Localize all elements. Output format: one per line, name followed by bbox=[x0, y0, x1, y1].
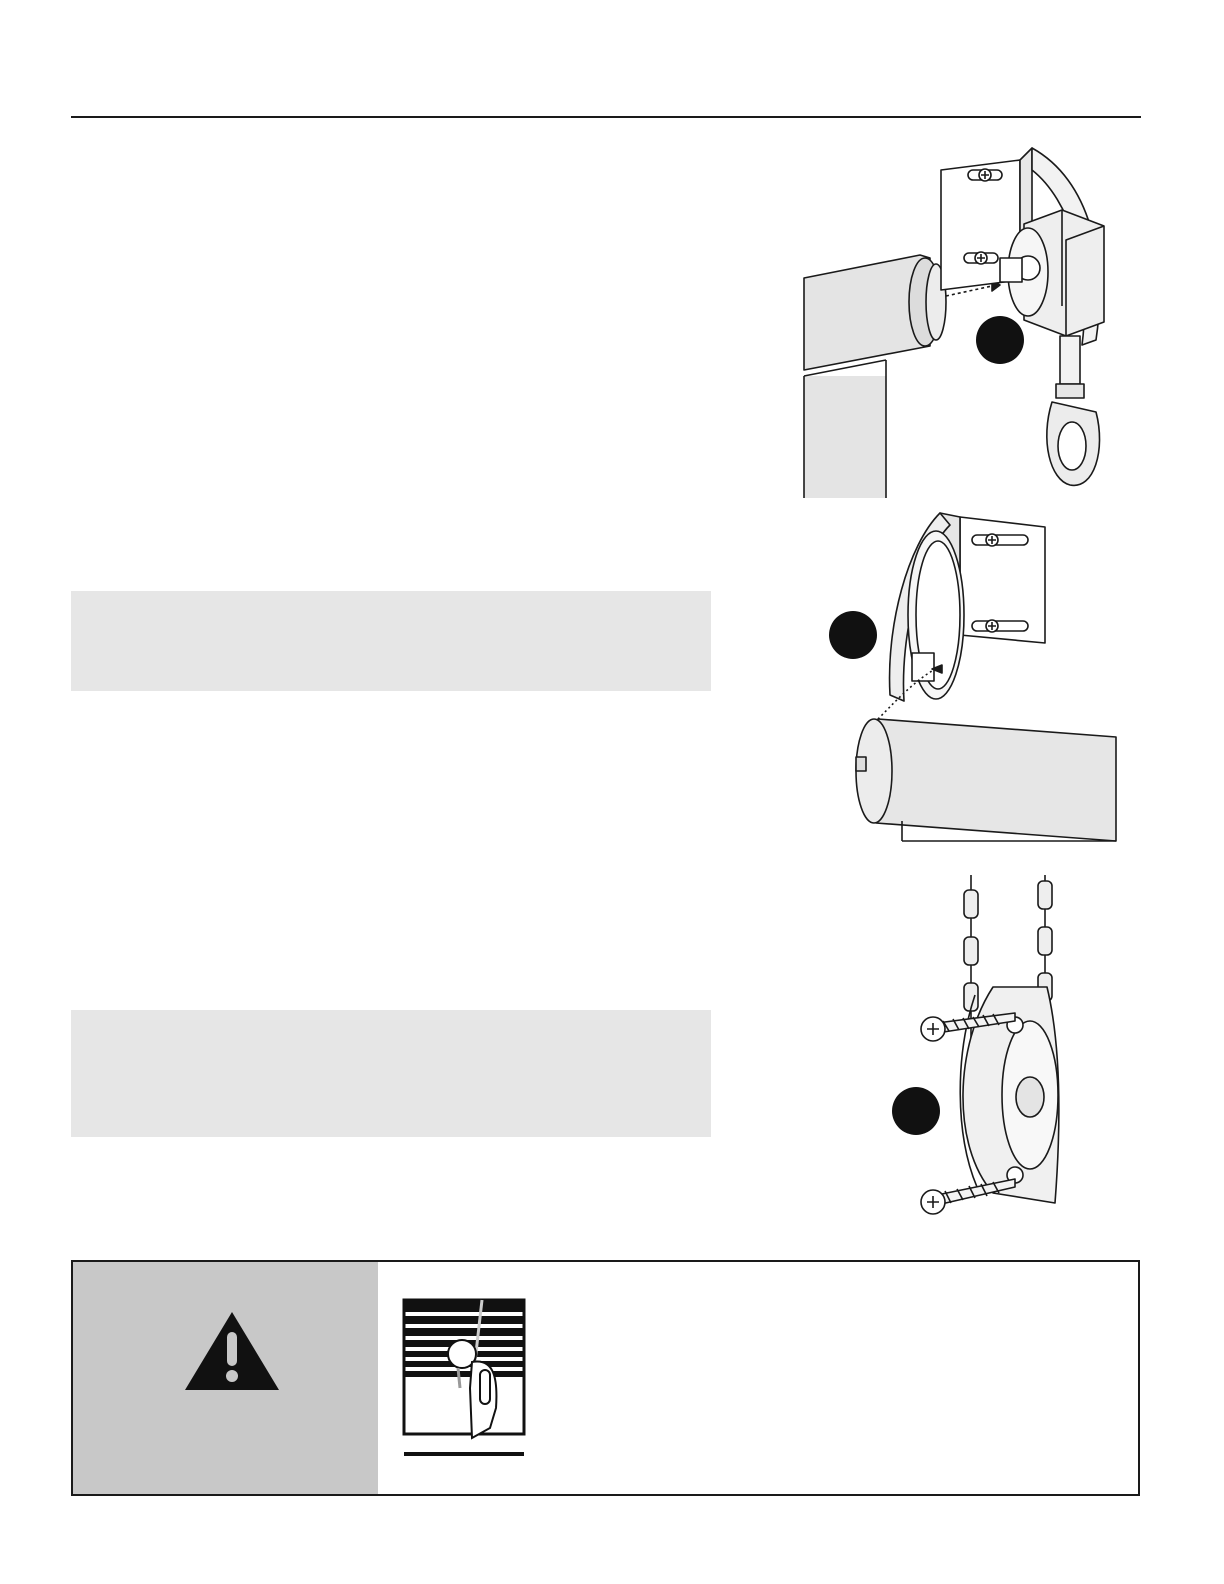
bracket-idle-end-illustration bbox=[820, 505, 1140, 845]
note-box-1 bbox=[71, 591, 711, 691]
header-rule bbox=[71, 116, 1141, 118]
warning-label-area bbox=[73, 1262, 378, 1494]
callout-dot-3 bbox=[892, 1087, 940, 1135]
warning-text-area bbox=[378, 1262, 1138, 1494]
child-strangulation-hazard-icon bbox=[402, 1298, 526, 1458]
note-box-2 bbox=[71, 1010, 711, 1137]
callout-dot-2 bbox=[829, 611, 877, 659]
cord-tensioner-illustration bbox=[885, 875, 1095, 1230]
warning-triangle-icon bbox=[183, 1310, 281, 1392]
bracket-clutch-illustration bbox=[800, 140, 1140, 505]
warning-panel bbox=[71, 1260, 1140, 1496]
callout-dot-1 bbox=[976, 316, 1024, 364]
